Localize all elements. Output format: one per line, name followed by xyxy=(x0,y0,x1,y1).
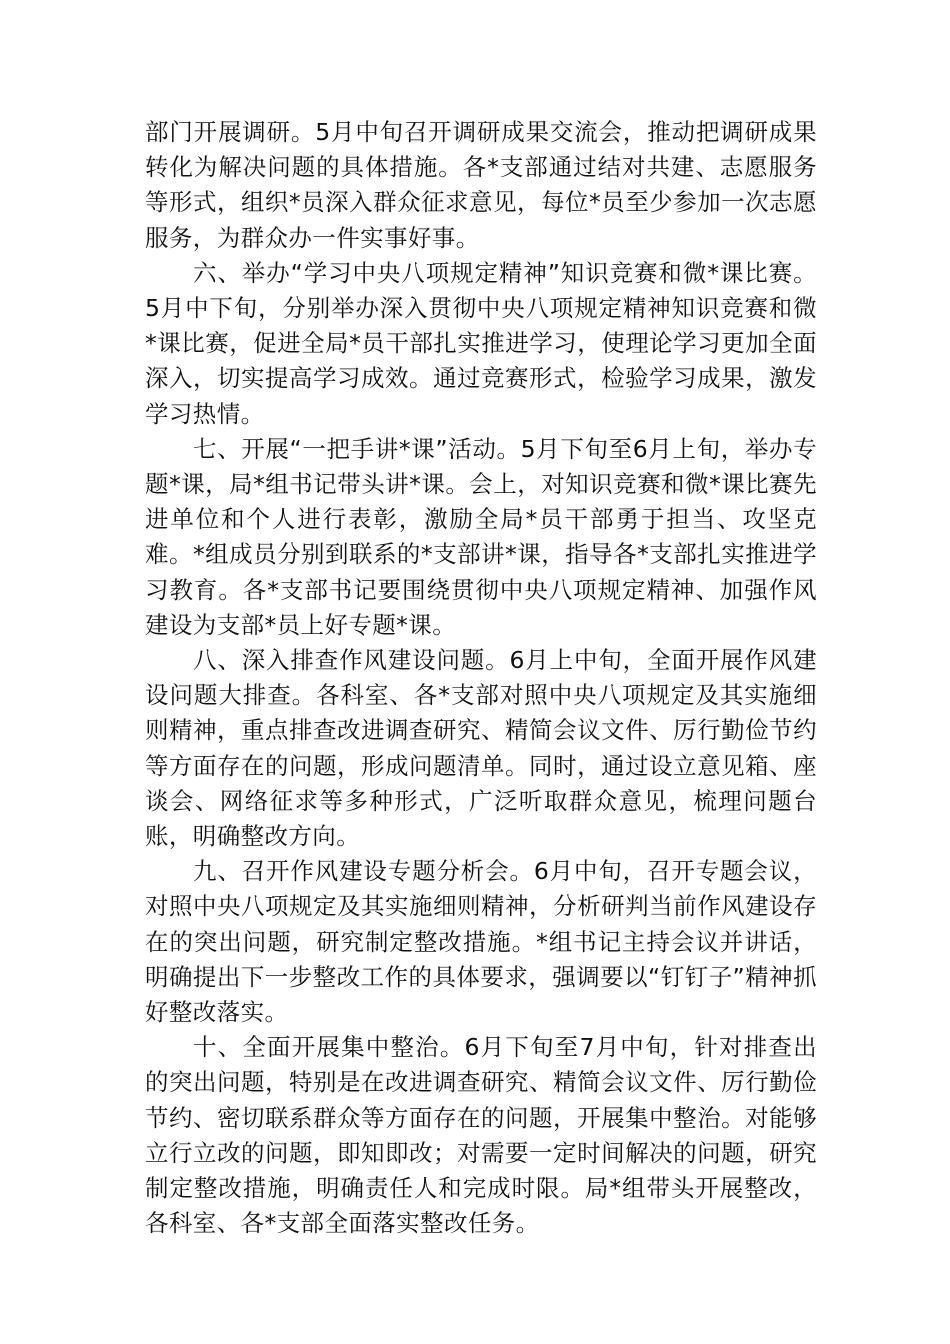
paragraph-item-7-leader-lecture: 七、开展“一把手讲*课”活动。5月下旬至6月上旬，举办专题*课，局*组书记带头讲*课。会上，对知识竞赛和微*课比赛先进单位和个人进行表彰，激励全局*员干部勇于担当、攻坚克难。*组成员分别到联系的*支部讲*课，指导各*支部扎实推进学习教育。各*支部书记要围绕贯彻中央八项规定精神、加强作风建设为支部*员上好专题*课。 xyxy=(145,434,817,639)
paragraph-continuation: 部门开展调研。5月中旬召开调研成果交流会，推动把调研成果转化为解决问题的具体措施。各*支部通过结对共建、志愿服务等形式，组织*员深入群众征求意见，每位*员至少参加一次志愿服务，为群众办一件实事好事。 xyxy=(145,118,817,252)
paragraph-item-9-analysis-meeting: 九、召开作风建设专题分析会。6月中旬，召开专题会议，对照中央八项规定及其实施细则精神，分析研判当前作风建设存在的突出问题，研究制定整改措施。*组书记主持会议并讲话，明确提出下一步整改工作的具体要求，强调要以“钉钉子”精神抓好整改落实。 xyxy=(145,857,817,1027)
paragraph-item-6-quiz-contest: 六、举办“学习中央八项规定精神”知识竞赛和微*课比赛。5月中下旬，分别举办深入贯彻中央八项规定精神知识竞赛和微*课比赛，促进全局*员干部扎实推进学习，使理论学习更加全面深入，切实提高学习成效。通过竞赛形式，检验学习成果，激发学习热情。 xyxy=(145,258,817,428)
paragraph-item-10-rectification: 十、全面开展集中整治。6月下旬至7月中旬，针对排查出的突出问题，特别是在改进调查研究、精简会议文件、厉行勤俭节约、密切联系群众等方面存在的问题，开展集中整治。对能够立行立改的问题，即知即改；对需要一定时间解决的问题，研究制定整改措施，明确责任人和完成时限。局*组带头开展整改，各科室、各*支部全面落实整改任务。 xyxy=(145,1033,817,1238)
paragraph-item-8-issue-screening: 八、深入排查作风建设问题。6月上中旬，全面开展作风建设问题大排查。各科室、各*支部对照中央八项规定及其实施细则精神，重点排查改进调查研究、精简会议文件、厉行勤俭节约等方面存在的问题，形成问题清单。同时，通过设立意见箱、座谈会、网络征求等多种形式，广泛听取群众意见，梳理问题台账，明确整改方向。 xyxy=(145,646,817,851)
document-body xyxy=(145,115,817,1242)
